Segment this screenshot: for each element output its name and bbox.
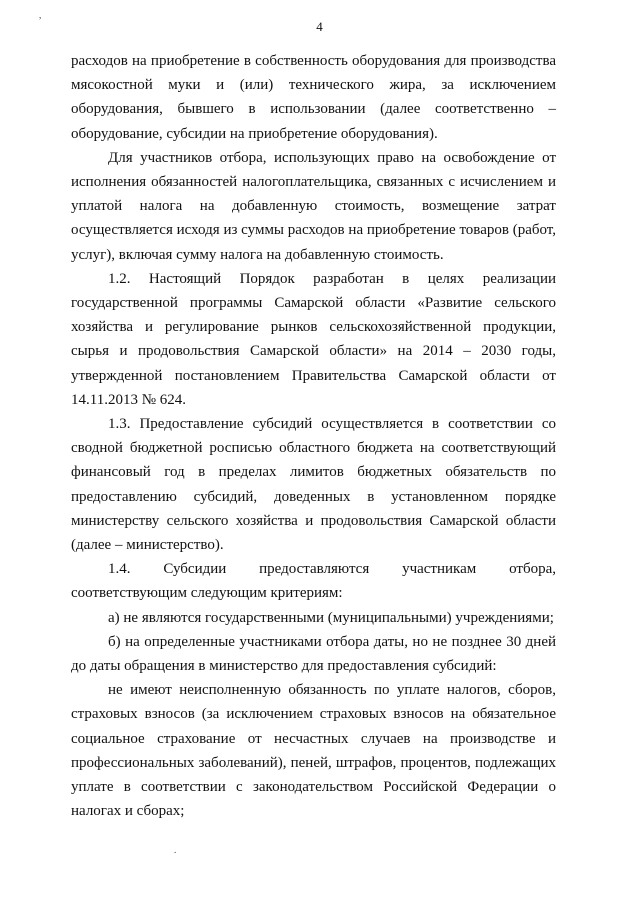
- paragraph-vat-exemption: Для участников отбора, использующих право на освобождение от исполнения обязанностей налогоплательщика, связанных с исчислением и уплатой налога на добавленную стоимость, возмещение затрат осуществляется исходя из суммы расходов на приобретение товаров (работ, услуг), включая сумму налога на добавленную стоимость.: [71, 149, 556, 263]
- criterion-b-tax-debt: не имеют неисполненную обязанность по уплате налогов, сборов, страховых взносов (за исключением страховых взносов на обязательное социальное страхование от несчастных случаев на производстве и профессиональных заболеваний), пеней, штрафов, процентов, подлежащих уплате в соответствии с законодательством Российской Федерации о налогах и сборах;: [71, 682, 556, 820]
- paragraph-continuation: расходов на приобретение в собственность оборудования для производства мясокостной муки и (или) технического жира, за исключением оборудования, бывшего в использовании (далее соответственно – оборудование, субсидии на приобретение оборудования).: [71, 53, 556, 142]
- paragraph-1-3: 1.3. Предоставление субсидий осуществляется в соответствии со сводной бюджетной росписью областного бюджета на соответствующий финансовый год в пределах лимитов бюджетных обязательств по предоставлению субсидий, доведенных в установленном порядке министерству сельского хозяйства и продовольствия Самарской области (далее – министерство).: [71, 416, 556, 554]
- page-number: 4: [316, 19, 323, 34]
- paragraph-1-4: 1.4. Субсидии предоставляются участникам отбора, соответствующим следующим критериям:: [71, 561, 556, 602]
- document-body: [71, 49, 556, 824]
- scan-mark: .: [174, 845, 177, 855]
- criterion-a: а) не являются государственными (муниципальными) учреждениями;: [108, 609, 554, 626]
- criterion-b: б) на определенные участниками отбора даты, но не позднее 30 дней до даты обращения в министерство для предоставления субсидий:: [71, 633, 556, 675]
- paragraph-1-2: 1.2. Настоящий Порядок разработан в целях реализации государственной программы Самарской области «Развитие сельского хозяйства и регулирование рынков сельскохозяйственной продукции, сырья и продовольствия Самарской области» на 2014 – 2030 годы, утвержденной постановлением Правительства Самарской области от 14.11.2013 № 624.: [71, 270, 556, 408]
- scan-mark: ,: [39, 10, 42, 20]
